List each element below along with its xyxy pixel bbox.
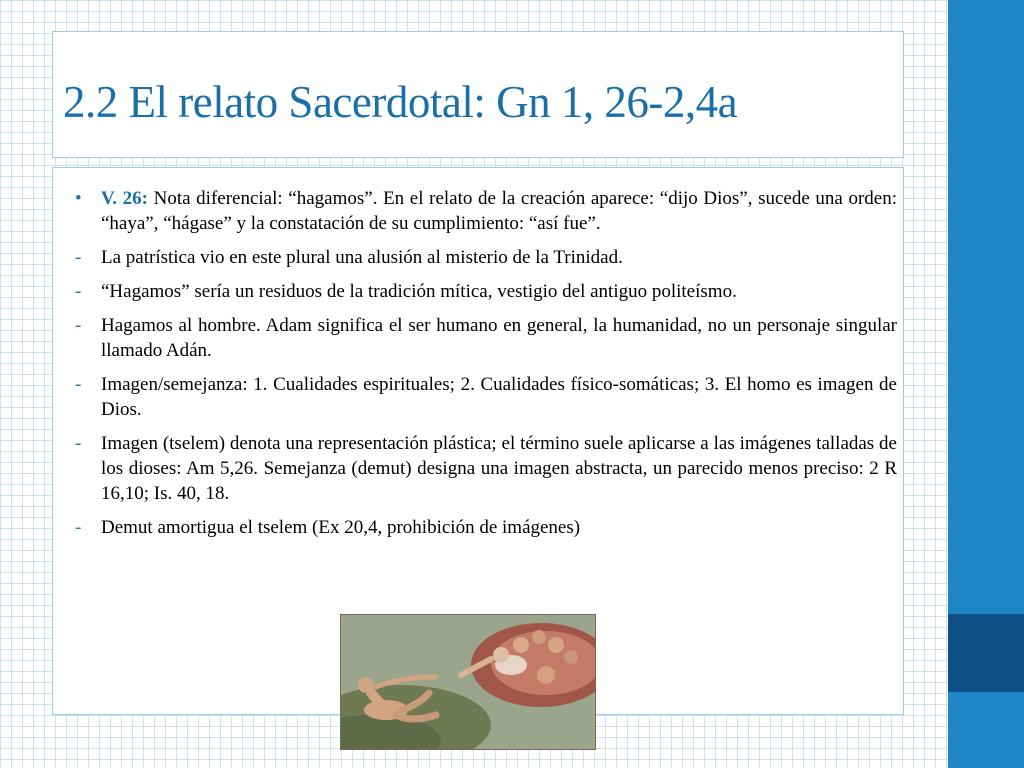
- accent-side-bar: [948, 0, 1024, 768]
- dash-item: [75, 245, 897, 270]
- dash-marker: -: [75, 315, 82, 336]
- dash-marker: -: [75, 433, 82, 454]
- slide-title: 2.2 El relato Sacerdotal: Gn 1, 26-2,4a: [63, 77, 738, 127]
- dash-item: [75, 431, 897, 506]
- bullet-item: [75, 186, 897, 236]
- dash-text: La patrística vio en este plural una alusión al misterio de la Trinidad.: [101, 247, 623, 268]
- dash-item: [75, 515, 897, 540]
- dash-item: [75, 279, 897, 304]
- verse-reference: V. 26:: [101, 188, 148, 209]
- dash-marker: -: [75, 247, 82, 268]
- bullet-marker: •: [75, 188, 82, 209]
- dash-item: [75, 313, 897, 363]
- creation-of-adam-image: [340, 614, 596, 750]
- title-placeholder: [52, 31, 904, 158]
- fresco-illustration: [341, 615, 595, 749]
- dash-marker: -: [75, 374, 82, 395]
- dash-item: [75, 372, 897, 422]
- dash-marker: -: [75, 281, 82, 302]
- dash-text: Hagamos al hombre. Adam significa el ser humano en general, la humanidad, no un personaje singular llamado Adán.: [101, 315, 897, 361]
- dash-text: Demut amortigua el tselem (Ex 20,4, prohibición de imágenes): [101, 517, 581, 538]
- bullet-text: Nota diferencial: “hagamos”. En el relato de la creación aparece: “dijo Dios”, sucede una orden: “haya”, “hágase” y la constatación de su cumplimiento: “así fue”.: [101, 188, 897, 234]
- bullet-list: [75, 186, 897, 549]
- dash-text: Imagen (tselem) denota una representación plástica; el término suele aplicarse a las imágenes talladas de los dioses: Am 5,26. Semejanza (demut) designa una imagen abstracta, un parecido menos preciso: 2 R 16,10; Is. 40, 18.: [101, 433, 897, 504]
- dash-text: Imagen/semejanza: 1. Cualidades espirituales; 2. Cualidades físico-somáticas; 3. El homo es imagen de Dios.: [101, 374, 897, 420]
- dash-marker: -: [75, 517, 82, 538]
- dash-text: “Hagamos” sería un residuos de la tradición mítica, vestigio del antiguo politeísmo.: [101, 281, 737, 302]
- accent-side-block: [948, 614, 1024, 692]
